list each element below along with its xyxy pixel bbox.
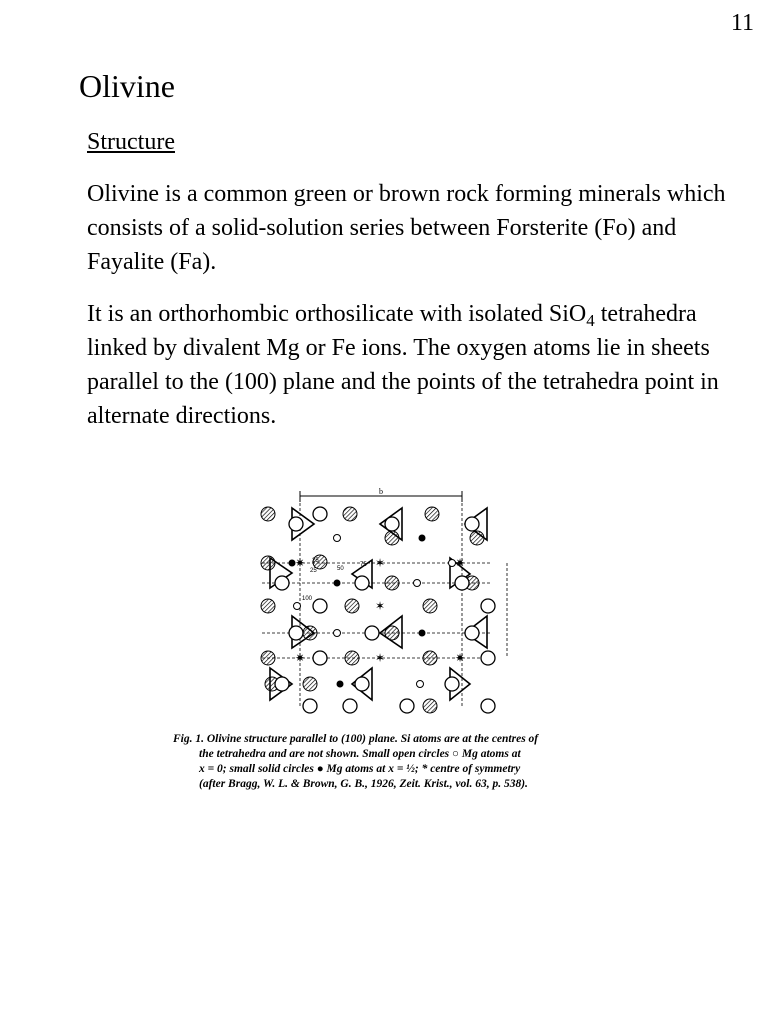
olivine-structure-diagram <box>252 488 522 718</box>
svg-text:✷: ✷ <box>294 651 306 665</box>
caption-line: Fig. 1. Olivine structure parallel to (100) plane. Si atoms are at the centres of <box>173 733 539 745</box>
svg-text:✷: ✷ <box>294 556 306 570</box>
page-title: Olivine <box>79 68 175 104</box>
dimension-line-b <box>300 488 462 502</box>
figure-caption <box>173 732 603 792</box>
caption-line: x = 0; small solid circles ● Mg atoms at x = ½; * centre of symmetry <box>199 763 521 775</box>
section-heading-structure: Structure <box>87 129 175 155</box>
caption-line: (after Bragg, W. L. & Brown, G. B., 1926, Zeit. Krist., vol. 63, p. 538). <box>199 778 528 790</box>
atom-label: 100 <box>302 596 313 602</box>
atom-label: 75 <box>360 562 367 568</box>
page-number: 11 <box>730 10 754 36</box>
paragraph-olivine-description: Olivine is a common green or brown rock forming minerals which consists of a solid-solution series between Forsterite (Fo) and Fayalite (Fa). <box>87 181 726 275</box>
atom-label: 25 <box>312 558 319 564</box>
caption-line: the tetrahedra and are not shown. Small open circles ○ Mg atoms at <box>199 748 521 760</box>
paragraph-text-end: tetrahedra linked by divalent Mg or Fe ions. The oxygen atoms lie in sheets parallel to the (100) plane and the points of the tetrahedra point in alternate directions. <box>87 301 719 429</box>
atom-label: 25 <box>310 568 317 574</box>
svg-text:✶: ✶ <box>374 599 386 613</box>
svg-text:✷: ✷ <box>454 651 466 665</box>
svg-text:✶: ✶ <box>374 651 386 665</box>
dimension-label-b: b <box>379 488 383 496</box>
olivine-structure-figure <box>252 488 522 718</box>
svg-text:✶: ✶ <box>374 556 386 570</box>
paragraph-text-start: It is an orthorhombic orthosilicate with isolated SiO <box>87 301 587 327</box>
paragraph-olivine-structure <box>87 297 727 433</box>
atom-label: 50 <box>337 566 344 572</box>
svg-text:✷: ✷ <box>454 556 466 570</box>
subscript-4: 4 <box>586 311 595 330</box>
